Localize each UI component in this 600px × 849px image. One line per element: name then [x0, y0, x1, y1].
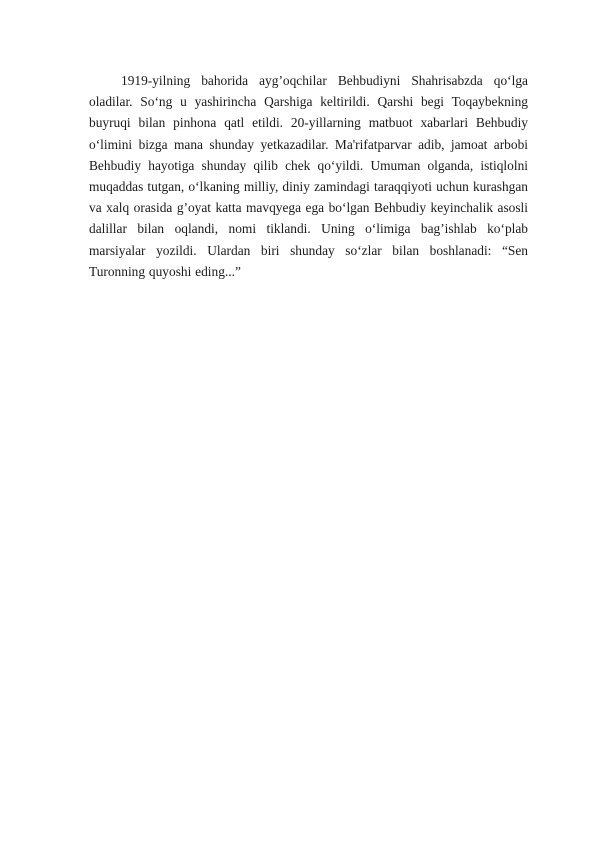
paragraph: 1919-yilning bahorida ayg’oqchilar Behbudiyni Shahrisabzda qo‘lga oladilar. So‘ng u yashirincha Qarshiga keltirildi. Qarshi begi Toqaybekning buyruqi bilan pinhona qatl etildi. 20-yillarning matbuot xabarlari Behbudiy o‘limini bizga mana shunday yetkazadilar. Ma'rifatparvar adib, jamoat arbobi Behbudiy hayotiga shunday qilib chek qo‘yildi. Umuman olganda, istiqlolni muqaddas tutgan, o‘lkaning milliy, diniy zamindagi taraqqiyoti uchun kurashgan va xalq orasida g’oyat katta mavqyega ega bo‘lgan Behbudiy keyinchalik asosli dalillar bilan oqlandi, nomi tiklandi. Uning o‘limiga bag’ishlab ko‘plab marsiyalar yozildi. Ulardan biri shunday so‘zlar bilan boshlanadi: “Sen Turonning quyoshi eding...”: [89, 73, 528, 279]
body-text: [89, 70, 528, 282]
